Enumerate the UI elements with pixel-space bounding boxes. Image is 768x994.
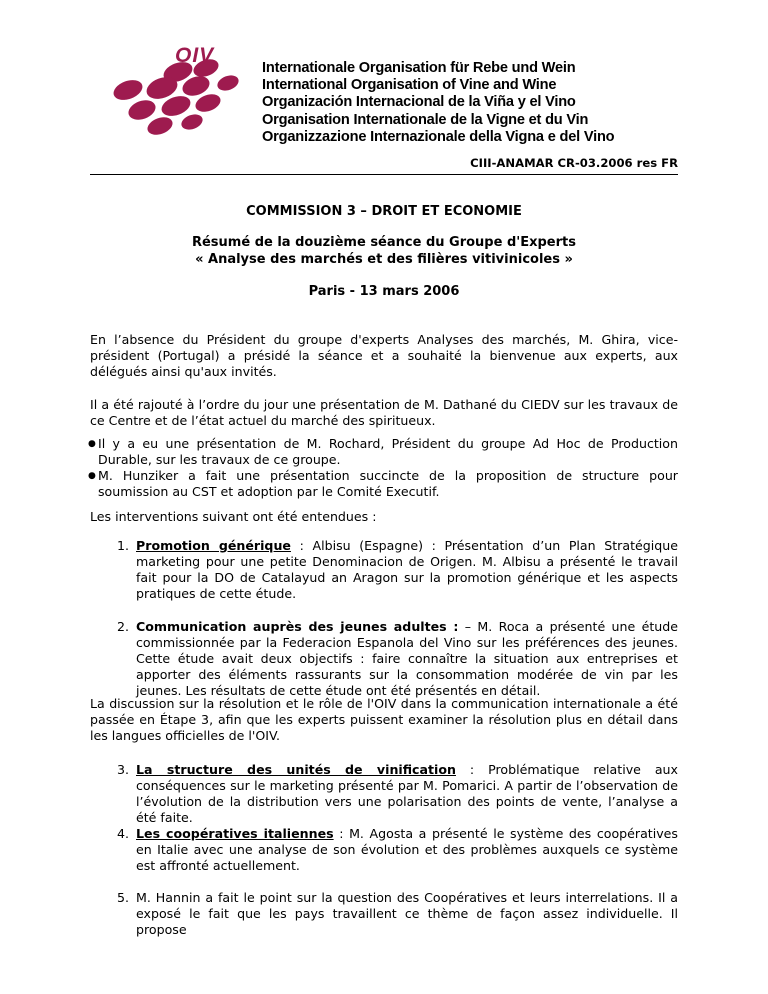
item-text: : Albisu (Espagne) : Présentation d’un Plan Stratégique marketing pour une petite Denominacion de Origen. M. Albisu a présenté le travail fait pour la DO de Catalayud an Aragon sur la promotion générique et les aspects pratiques de cette étude. bbox=[136, 538, 678, 601]
commission-title: COMMISSION 3 – DROIT ET ECONOMIE bbox=[246, 204, 522, 219]
place-date: Paris - 13 mars 2006 bbox=[308, 284, 460, 299]
list-item bbox=[117, 619, 678, 699]
paragraph-discussion: La discussion sur la résolution et le rôle de l'OIV dans la communication internationale a été passée en Étape 3, afin que les experts puissent examiner la résolution plus en détail dans les langues officielles de l'OIV. bbox=[90, 696, 678, 743]
item-text: – M. Roca a présenté une étude commissionnée par la Federacion Espanola del Vino sur les préférences des jeunes. Cette étude avait deux objectifs : faire connaître la situation aux entreprises et apporter des éléments rassurants sur la consommation modérée de vin par les jeunes. Les résultats de cette étude ont été présentés en détail. bbox=[136, 619, 678, 698]
paragraph-interventions: Les interventions suivant ont été entendues : bbox=[90, 509, 377, 524]
bullet-icon: ● bbox=[88, 471, 96, 481]
bullet-text: Il y a eu une présentation de M. Rochard, Président du groupe Ad Hoc de Production Durable, sur les travaux de ce groupe. bbox=[98, 436, 678, 467]
org-name-de: Internationale Organisation für Rebe und Wein bbox=[262, 60, 576, 76]
item-number: 3. bbox=[117, 762, 130, 777]
org-name-fr: Organisation Internationale de la Vigne et du Vin bbox=[262, 111, 589, 128]
item-number: 2. bbox=[117, 619, 130, 634]
logo-text: OIV bbox=[175, 44, 215, 67]
header-divider bbox=[90, 174, 678, 175]
list-item bbox=[117, 826, 678, 874]
organisation-names bbox=[262, 60, 614, 146]
item-number: 4. bbox=[117, 826, 130, 841]
summary-line-2: « Analyse des marchés et des filières vitivinicoles » bbox=[195, 252, 573, 267]
item-text: M. Hannin a fait le point sur la question des Coopératives et leurs interrelations. Il a exposé le fait que les pays travaillent ce thème de façon assez individuelle. Il propose bbox=[136, 890, 678, 937]
org-name-it: Organizzazione Internazionale della Vigna e del Vino bbox=[262, 128, 615, 145]
bullet-item bbox=[90, 436, 678, 468]
item-text: : M. Agosta a présenté le système des coopératives en Italie avec une analyse de son évolution et des problèmes auxquels ce système est affronté actuellement. bbox=[136, 826, 678, 873]
document-reference: CIII-ANAMAR CR-03.2006 res FR bbox=[470, 156, 678, 170]
bullet-item bbox=[90, 468, 678, 500]
item-text: : Problématique relative aux conséquences sur le marketing présenté par M. Pomarici. A partir de l’observation de l’évolution de la distribution vers une polarisation des points de vente, l’analyse a été faite. bbox=[136, 762, 678, 825]
summary-line-1: Résumé de la douzième séance du Groupe d'Experts bbox=[191, 235, 576, 250]
org-name-en: International Organisation of Vine and Wine bbox=[262, 77, 557, 94]
org-name-es: Organización Internacional de la Viña y el Vino bbox=[262, 94, 576, 111]
item-heading: Promotion générique bbox=[136, 538, 291, 553]
list-item bbox=[117, 890, 678, 938]
item-number: 1. bbox=[117, 538, 130, 553]
item-heading: Les coopératives italiennes bbox=[136, 826, 334, 841]
summary-title bbox=[90, 234, 678, 268]
list-item bbox=[117, 762, 678, 826]
bullet-text: M. Hunziker a fait une présentation succincte de la proposition de structure pour soumission au CST et adoption par le Comité Executif. bbox=[98, 468, 678, 499]
list-item bbox=[117, 538, 678, 602]
item-heading: La structure des unités de vinification bbox=[136, 762, 456, 777]
paragraph-agenda: Il a été rajouté à l’ordre du jour une présentation de M. Dathané du CIEDV sur les travaux de ce Centre et de l’état actuel du marché des spiritueux. bbox=[90, 397, 678, 428]
paragraph-intro: En l’absence du Président du groupe d'experts Analyses des marchés, M. Ghira, vice-président (Portugal) a présidé la séance et a souhaité la bienvenue aux experts, aux délégués ainsi qu'aux invités. bbox=[90, 332, 678, 379]
item-number: 5. bbox=[117, 890, 130, 905]
item-heading: Communication auprès des jeunes adultes : bbox=[136, 619, 459, 634]
bullet-icon: ● bbox=[88, 439, 96, 449]
